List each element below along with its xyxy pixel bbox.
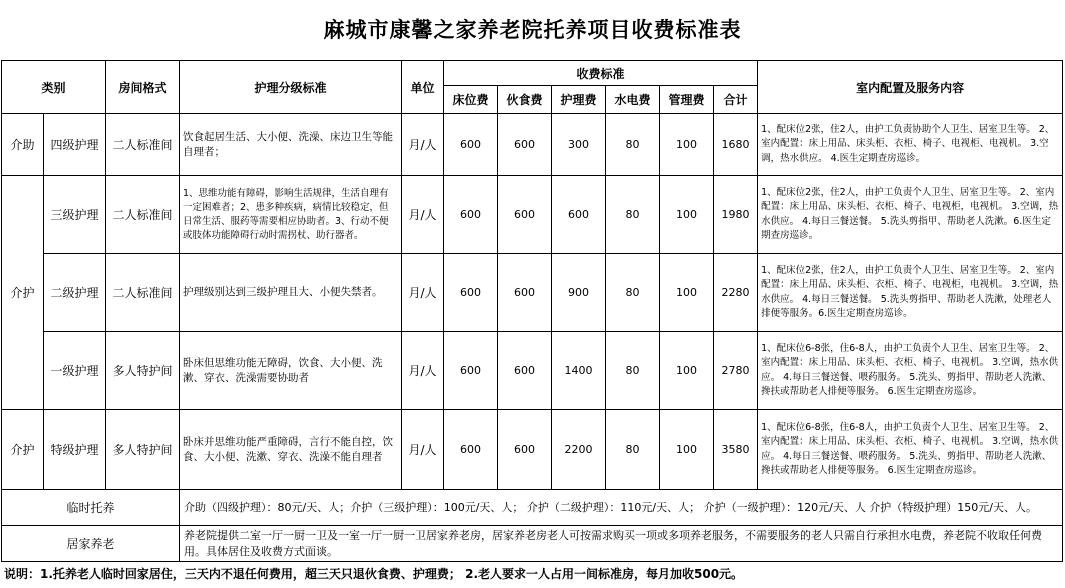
utility-fee-cell: 80 xyxy=(606,254,660,332)
header-fee-standard: 收费标准 xyxy=(444,61,758,86)
mgmt-fee-cell: 100 xyxy=(660,410,714,490)
bed-fee-cell: 600 xyxy=(444,114,498,176)
header-bed-fee: 床位费 xyxy=(444,86,498,114)
care-fee-cell: 900 xyxy=(552,254,606,332)
page-title: 麻城市康馨之家养老院托养项目收费标准表 xyxy=(323,18,742,42)
care-fee-cell: 600 xyxy=(552,176,606,254)
bed-fee-cell: 600 xyxy=(444,254,498,332)
utility-fee-cell: 80 xyxy=(606,176,660,254)
unit-cell: 月/人 xyxy=(402,254,444,332)
temp-care-text: 介助（四级护理）：80元/天、人；介护（三级护理）：100元/天、人； 介护（二级护理）：110元/天、人； 介护（一级护理）：120元/天、人 介护（特级护理）150元/天、人。 xyxy=(180,490,1063,526)
mgmt-fee-cell: 100 xyxy=(660,332,714,410)
header-utility-fee: 水电费 xyxy=(606,86,660,114)
total-cell: 2280 xyxy=(714,254,758,332)
mgmt-fee-cell: 100 xyxy=(660,254,714,332)
care-level-cell: 二级护理 xyxy=(44,254,106,332)
room-type-cell: 二人标准间 xyxy=(106,114,180,176)
footnote: 说明：1.托养老人临时回家居住，三天内不退任何费用，超三天只退伙食费、护理费； 2.老人要求一人占用一间标准房，每月加收500元。 xyxy=(4,567,744,581)
utility-fee-cell: 80 xyxy=(606,114,660,176)
bed-fee-cell: 600 xyxy=(444,410,498,490)
care-level-cell: 一级护理 xyxy=(44,332,106,410)
meal-fee-cell: 600 xyxy=(498,176,552,254)
care-standard-cell: 卧床并思维功能严重障碍，言行不能自控，饮食、大小便、洗漱、穿衣、洗澡不能自理者 xyxy=(180,410,402,490)
utility-fee-cell: 80 xyxy=(606,332,660,410)
table-row xyxy=(2,176,1063,254)
care-standard-cell: 卧床但思维功能无障碍，饮食、大小便、洗漱、穿衣、洗澡需要协助者 xyxy=(180,332,402,410)
room-type-cell: 多人特护间 xyxy=(106,332,180,410)
meal-fee-cell: 600 xyxy=(498,410,552,490)
temp-care-label: 临时托养 xyxy=(2,490,180,526)
header-unit: 单位 xyxy=(402,61,444,114)
meal-fee-cell: 600 xyxy=(498,254,552,332)
home-care-label: 居家养老 xyxy=(2,526,180,562)
utility-fee-cell: 80 xyxy=(606,410,660,490)
unit-cell: 月/人 xyxy=(402,410,444,490)
services-cell: 1、配床位2张，住2人，由护工负责协助个人卫生、居室卫生等。 2、室内配置：床上用品、床头柜、衣柜、椅子、电视柜、电视机。 3.空调，热水供应。 4.医生定期查房巡诊。 xyxy=(758,114,1063,176)
category-cell: 介护 xyxy=(2,410,44,490)
header-meal-fee: 伙食费 xyxy=(498,86,552,114)
care-standard-cell: 饮食起居生活、大小便、洗澡、床边卫生等能自理者； xyxy=(180,114,402,176)
bed-fee-cell: 600 xyxy=(444,176,498,254)
category-cell: 介助 xyxy=(2,114,44,176)
temp-care-row xyxy=(2,490,1063,526)
total-cell: 1680 xyxy=(714,114,758,176)
room-type-cell: 多人特护间 xyxy=(106,410,180,490)
services-cell: 1、配床位6-8张，住6-8人，由护工负责个人卫生、居室卫生等。 2、室内配置：床上用品、床头柜、衣柜、椅子、电视机。 3.空调，热水供应。 4.每日三餐送餐、喂药服务。 5.洗头、剪指甲、帮助老人洗漱、搀扶或帮助老人排便等服务。 6.医生定期查房巡诊。 xyxy=(758,410,1063,490)
fee-table xyxy=(1,60,1063,562)
care-fee-cell: 1400 xyxy=(552,332,606,410)
category-cell: 介护 xyxy=(2,176,44,410)
home-care-text: 养老院提供二室一厅一厨一卫及一室一厅一厨一卫居家养老房，居家养老房老人可按需求购买一项或多项养老服务，不需要服务的老人只需自行承担水电费，养老院不收取任何费用。具体居住及收费方式面谈。 xyxy=(180,526,1063,562)
header-services: 室内配置及服务内容 xyxy=(758,61,1063,114)
total-cell: 3580 xyxy=(714,410,758,490)
table-row xyxy=(2,114,1063,176)
header-mgmt-fee: 管理费 xyxy=(660,86,714,114)
services-cell: 1、配床位6-8张，住6-8人，由护工负责个人卫生、居室卫生等。 2、室内配置：床上用品、床头柜、衣柜、椅子、电视机。 3.空调，热水供应。 4.每日三餐送餐、喂药服务。 5.洗头、剪指甲、帮助老人洗漱、搀扶或帮助老人排便等服务。 6.医生定期查房巡诊。 xyxy=(758,332,1063,410)
total-cell: 1980 xyxy=(714,176,758,254)
bed-fee-cell: 600 xyxy=(444,332,498,410)
header-care-standard: 护理分级标准 xyxy=(180,61,402,114)
table-row xyxy=(2,410,1063,490)
mgmt-fee-cell: 100 xyxy=(660,114,714,176)
header-category: 类别 xyxy=(2,61,106,114)
care-standard-cell: 护理级别达到三级护理且大、小便失禁者。 xyxy=(180,254,402,332)
room-type-cell: 二人标准间 xyxy=(106,254,180,332)
unit-cell: 月/人 xyxy=(402,114,444,176)
unit-cell: 月/人 xyxy=(402,332,444,410)
room-type-cell: 二人标准间 xyxy=(106,176,180,254)
meal-fee-cell: 600 xyxy=(498,114,552,176)
header-total: 合计 xyxy=(714,86,758,114)
mgmt-fee-cell: 100 xyxy=(660,176,714,254)
care-fee-cell: 2200 xyxy=(552,410,606,490)
services-cell: 1、配床位2张，住2人，由护工负责个人卫生、居室卫生等。 2、室内配置：床上用品、床头柜、衣柜、椅子、电视柜，电视机。 3.空调，热水供应。 4.每日三餐送餐。 5.洗头剪指甲、帮助老人洗漱，处理老人排便等服务。6.医生定期查房巡诊。 xyxy=(758,254,1063,332)
care-standard-cell: 1、思维功能有障碍，影响生活规律，生活自理有一定困难者；2、患多种疾病，病情比较稳定，但日常生活、服药等需要相应协助者。3、行动不便或肢体功能障碍行动时需拐杖、助行器者。 xyxy=(180,176,402,254)
services-cell: 1、配床位2张，住2人，由护工负责个人卫生、居室卫生等。 2、室内配置：床上用品、床头柜、衣柜、椅子、电视柜，电视机。 3.空调，热水供应。 4.每日三餐送餐。 5.洗头剪指甲、帮助老人洗漱。6.医生定期查房巡诊。 xyxy=(758,176,1063,254)
home-care-row xyxy=(2,526,1063,562)
care-level-cell: 三级护理 xyxy=(44,176,106,254)
table-row xyxy=(2,332,1063,410)
header-room-type: 房间格式 xyxy=(106,61,180,114)
care-level-cell: 四级护理 xyxy=(44,114,106,176)
header-care-fee: 护理费 xyxy=(552,86,606,114)
meal-fee-cell: 600 xyxy=(498,332,552,410)
care-level-cell: 特级护理 xyxy=(44,410,106,490)
table-row xyxy=(2,254,1063,332)
unit-cell: 月/人 xyxy=(402,176,444,254)
total-cell: 2780 xyxy=(714,332,758,410)
care-fee-cell: 300 xyxy=(552,114,606,176)
